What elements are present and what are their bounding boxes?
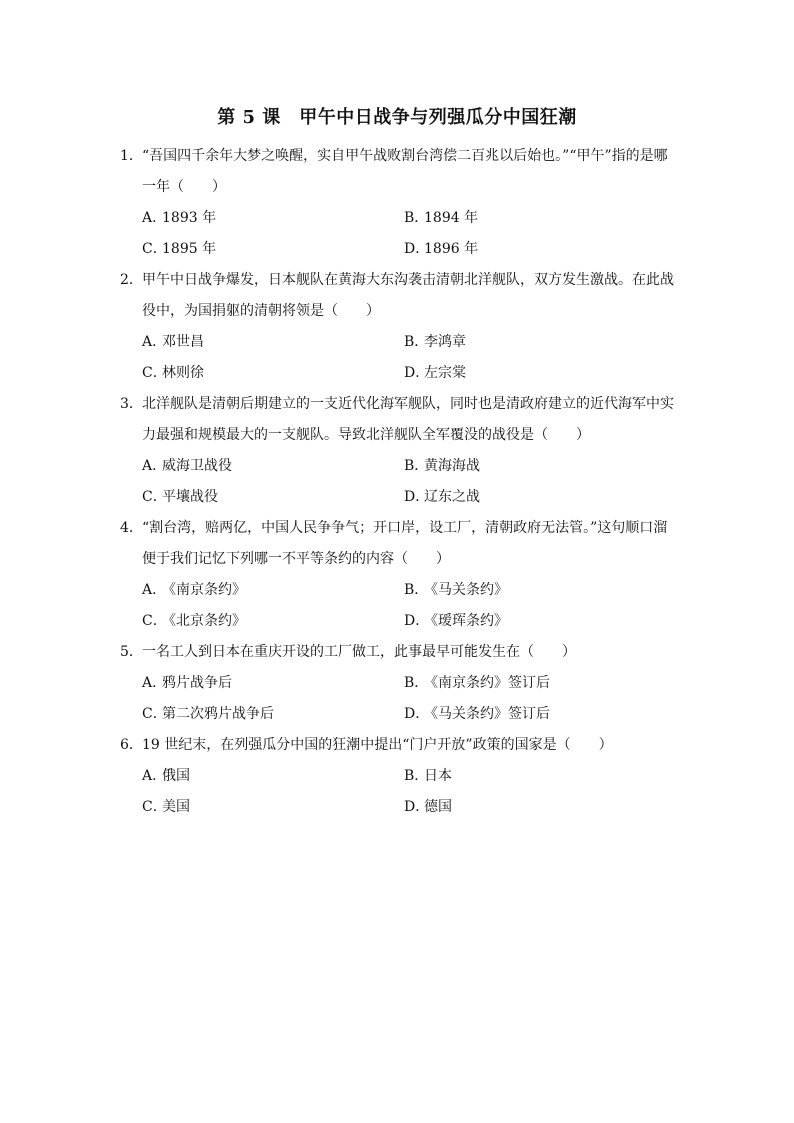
option-letter: D． [404,799,430,815]
option-d [404,234,666,265]
option-a [142,203,404,234]
option-text: 鸦片战争后 [162,675,232,691]
option-letter: C． [142,799,167,815]
question-number: 6． [120,737,143,753]
question-text: 19 世纪末，在列强瓜分中国的狂潮中提出“门户开放”政策的国家是（ ） [142,737,613,753]
option-list [120,451,680,513]
option-text: 1896 年 [424,241,479,257]
option-letter: C． [142,241,167,257]
option-text: 辽东之战 [424,489,480,505]
question-list [120,141,680,823]
option-text: 日本 [424,768,452,784]
page-title: 第 5 课 甲午中日战争与列强瓜分中国狂潮 [217,107,577,128]
option-list [120,761,680,823]
option-a [142,451,404,482]
option-b [404,451,666,482]
option-letter: D． [404,489,430,505]
option-d [404,606,666,637]
question-stem [120,637,680,668]
option-letter: A． [142,458,167,474]
question-text: 北洋舰队是清朝后期建立的一支近代化海军舰队，同时也是清政府建立的近代海军中实力最强和规模最大的一支舰队。导致北洋舰队全军覆没的战役是（ ） [142,396,674,443]
question-number: 4． [120,520,143,536]
option-b [404,761,666,792]
question-stem [120,265,680,327]
option-a [142,327,404,358]
question-3 [120,389,680,513]
option-text: 1894 年 [424,210,479,226]
option-a [142,761,404,792]
option-d [404,358,666,389]
option-letter: B． [404,768,429,784]
question-1 [120,141,680,265]
question-5 [120,637,680,730]
option-text: 美国 [162,799,190,815]
option-letter: C． [142,613,167,629]
question-text: “吾国四千余年大梦之唤醒，实自甲午战败割台湾偿二百兆以后始也。”“甲午”指的是哪一年（ ） [142,148,668,195]
question-stem [120,141,680,203]
option-c [142,234,404,265]
question-number: 5． [120,644,143,660]
option-letter: B． [404,458,429,474]
option-letter: B． [404,582,429,598]
option-text: 平壤战役 [162,489,218,505]
option-c [142,482,404,513]
option-text: 第二次鸦片战争后 [162,706,274,722]
option-text: 《瑷珲条约》 [424,613,508,629]
option-text: 邓世昌 [162,334,204,350]
question-number: 2． [120,272,143,288]
option-letter: A． [142,210,167,226]
option-letter: C． [142,365,167,381]
option-letter: D． [404,706,430,722]
option-text: 林则徐 [162,365,204,381]
question-text: 甲午中日战争爆发，日本舰队在黄海大东沟袭击清朝北洋舰队，双方发生激战。在此战役中，为国捐躯的清朝将领是（ ） [142,272,674,319]
option-d [404,699,666,730]
option-letter: A． [142,582,167,598]
option-a [142,668,404,699]
question-stem [120,730,680,761]
option-d [404,792,666,823]
option-list [120,327,680,389]
option-text: 《马关条约》 [424,582,508,598]
option-list [120,203,680,265]
option-b [404,203,666,234]
option-letter: B． [404,210,429,226]
option-c [142,606,404,637]
option-letter: D． [404,241,430,257]
option-d [404,482,666,513]
option-letter: A． [142,768,167,784]
option-b [404,327,666,358]
option-letter: A． [142,675,167,691]
question-stem [120,389,680,451]
question-number: 3． [120,396,143,412]
option-letter: B． [404,334,429,350]
option-c [142,699,404,730]
option-a [142,575,404,606]
option-text: 《南京条约》 [162,582,246,598]
option-letter: A． [142,334,167,350]
option-c [142,358,404,389]
option-b [404,668,666,699]
question-stem [120,513,680,575]
option-text: 李鸿章 [424,334,466,350]
option-list [120,575,680,637]
option-list [120,668,680,730]
question-text: 一名工人到日本在重庆开设的工厂做工，此事最早可能发生在（ ） [142,644,576,660]
question-2 [120,265,680,389]
option-text: 德国 [424,799,452,815]
option-b [404,575,666,606]
option-letter: B． [404,675,429,691]
option-text: 俄国 [162,768,190,784]
option-text: 《马关条约》签订后 [424,706,550,722]
option-text: 《南京条约》签订后 [424,675,550,691]
option-c [142,792,404,823]
question-4 [120,513,680,637]
question-text: “割台湾，赔两亿，中国人民争争气；开口岸，设工厂，清朝政府无法管。”这句顺口溜便于我们记忆下列哪一不平等条约的内容（ ） [142,520,668,567]
option-text: 左宗棠 [424,365,466,381]
option-text: 威海卫战役 [162,458,232,474]
option-letter: C． [142,706,167,722]
option-text: 1895 年 [162,241,217,257]
question-6 [120,730,680,823]
option-text: 黄海海战 [424,458,480,474]
option-letter: D． [404,613,430,629]
option-letter: C． [142,489,167,505]
question-number: 1． [120,148,143,164]
option-text: 《北京条约》 [162,613,246,629]
option-text: 1893 年 [162,210,217,226]
option-letter: D． [404,365,430,381]
